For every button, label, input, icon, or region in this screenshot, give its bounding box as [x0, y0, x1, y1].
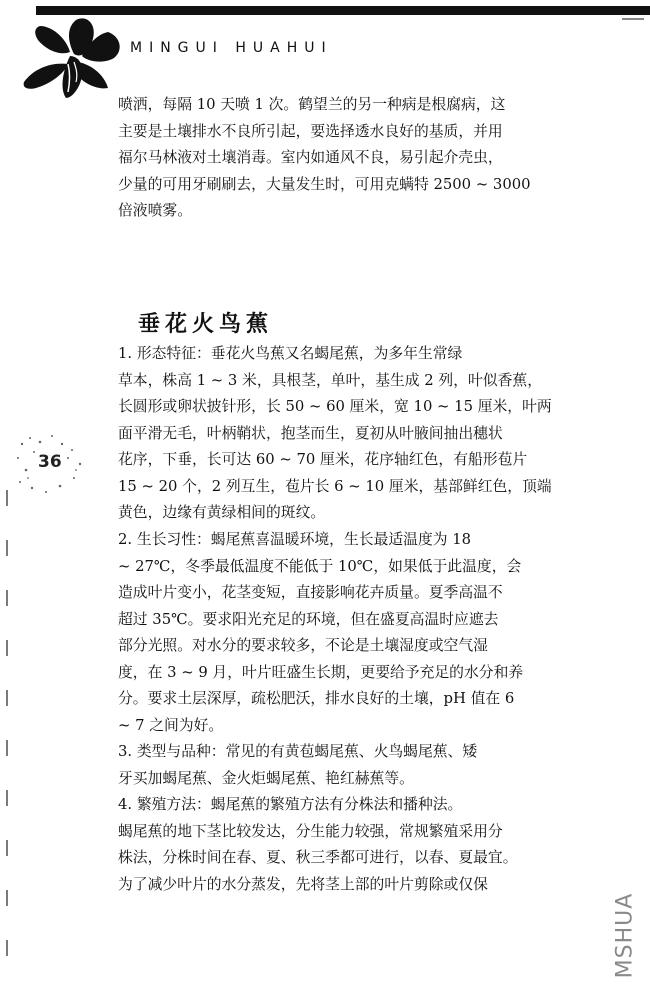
text-line: 度，在 3 ~ 9 月，叶片旺盛生长期，更要给予充足的水分和养	[118, 663, 524, 681]
orchid-flower-icon	[18, 12, 130, 108]
text-line: 喷洒，每隔 10 天喷 1 次。鹤望兰的另一种病是根腐病，这	[118, 96, 506, 113]
text-line: 超过 35℃。要求阳光充足的环境，但在盛夏高温时应遮去	[118, 610, 499, 628]
text-line: 黄色，边缘有黄绿相间的斑纹。	[118, 504, 326, 521]
corner-mark	[622, 18, 644, 20]
text-line: 长圆形或卵状披针形，长 50 ~ 60 厘米，宽 10 ~ 15 厘米，叶两	[118, 398, 552, 415]
morphology-paragraph	[118, 341, 578, 527]
text-line: 株法，分株时间在春、夏、秋三季都可进行，以春、夏最宜。	[118, 849, 518, 866]
growth-habit-paragraph	[118, 527, 578, 739]
watermark-text: MSHUA	[612, 892, 638, 978]
text-line: 福尔马林液对土壤消毒。室内如通风不良，易引起介壳虫，	[118, 149, 503, 166]
text-line: 主要是土壤排水不良所引起，要选择透水良好的基质，并用	[118, 122, 503, 140]
text-line: 15 ~ 20 个，2 列互生，苞片长 6 ~ 10 厘米，基部鲜红色，顶端	[118, 477, 552, 495]
text-line: 蝎尾蕉的地下茎比较发达，分生能力较强，常规繁殖采用分	[118, 822, 503, 840]
text-line: 分。要求土层深厚，疏松肥沃，排水良好的土壤，pH 值在 6	[118, 690, 515, 707]
propagation-paragraph	[118, 792, 578, 898]
text-line: 少量的可用牙刷刷去，大量发生时，可用克螨特 2500 ~ 3000	[118, 175, 531, 193]
text-line: 草本，株高 1 ~ 3 米，具根茎，单叶，基生成 2 列，叶似香蕉，	[118, 371, 542, 389]
watermark	[602, 880, 648, 990]
margin-ticks	[4, 480, 10, 990]
header-title: MINGUI HUAHUI	[130, 40, 333, 56]
text-line: 为了减少叶片的水分蒸发，先将茎上部的叶片剪除或仅保	[118, 875, 488, 893]
varieties-paragraph	[118, 739, 578, 792]
text-line: 倍液喷雾。	[118, 202, 192, 219]
text-line: ~ 7 之间为好。	[118, 716, 224, 734]
text-line: 造成叶片变小，花茎变短，直接影响花卉质量。夏季高温不	[118, 584, 503, 601]
intro-paragraph	[118, 92, 578, 225]
text-line: 3. 类型与品种：常见的有黄苞蝎尾蕉、火鸟蝎尾蕉、矮	[118, 743, 478, 760]
text-line: 面平滑无毛，叶柄鞘状，抱茎而生，夏初从叶腋间抽出穗状	[118, 424, 503, 442]
text-line: 4. 繁殖方法：蝎尾蕉的繁殖方法有分株法和播种法。	[118, 796, 463, 813]
text-line: 花序，下垂，长可达 60 ~ 70 厘米，花序轴红色，有船形苞片	[118, 451, 528, 468]
page-number: 36	[38, 452, 62, 472]
text-line: 1. 形态特征：垂花火鸟蕉又名蝎尾蕉，为多年生常绿	[118, 345, 463, 362]
text-line: ~ 27℃，冬季最低温度不能低于 10℃，如果低于此温度，会	[118, 557, 522, 575]
section-title: 垂花火鸟蕉	[138, 311, 274, 337]
text-line: 牙买加蝎尾蕉、金火炬蝎尾蕉、艳红赫蕉等。	[118, 769, 414, 787]
text-line: 部分光照。对水分的要求较多，不论是土壤湿度或空气湿	[118, 637, 488, 654]
text-line: 2. 生长习性：蝎尾蕉喜温暖环境，生长最适温度为 18	[118, 531, 472, 548]
